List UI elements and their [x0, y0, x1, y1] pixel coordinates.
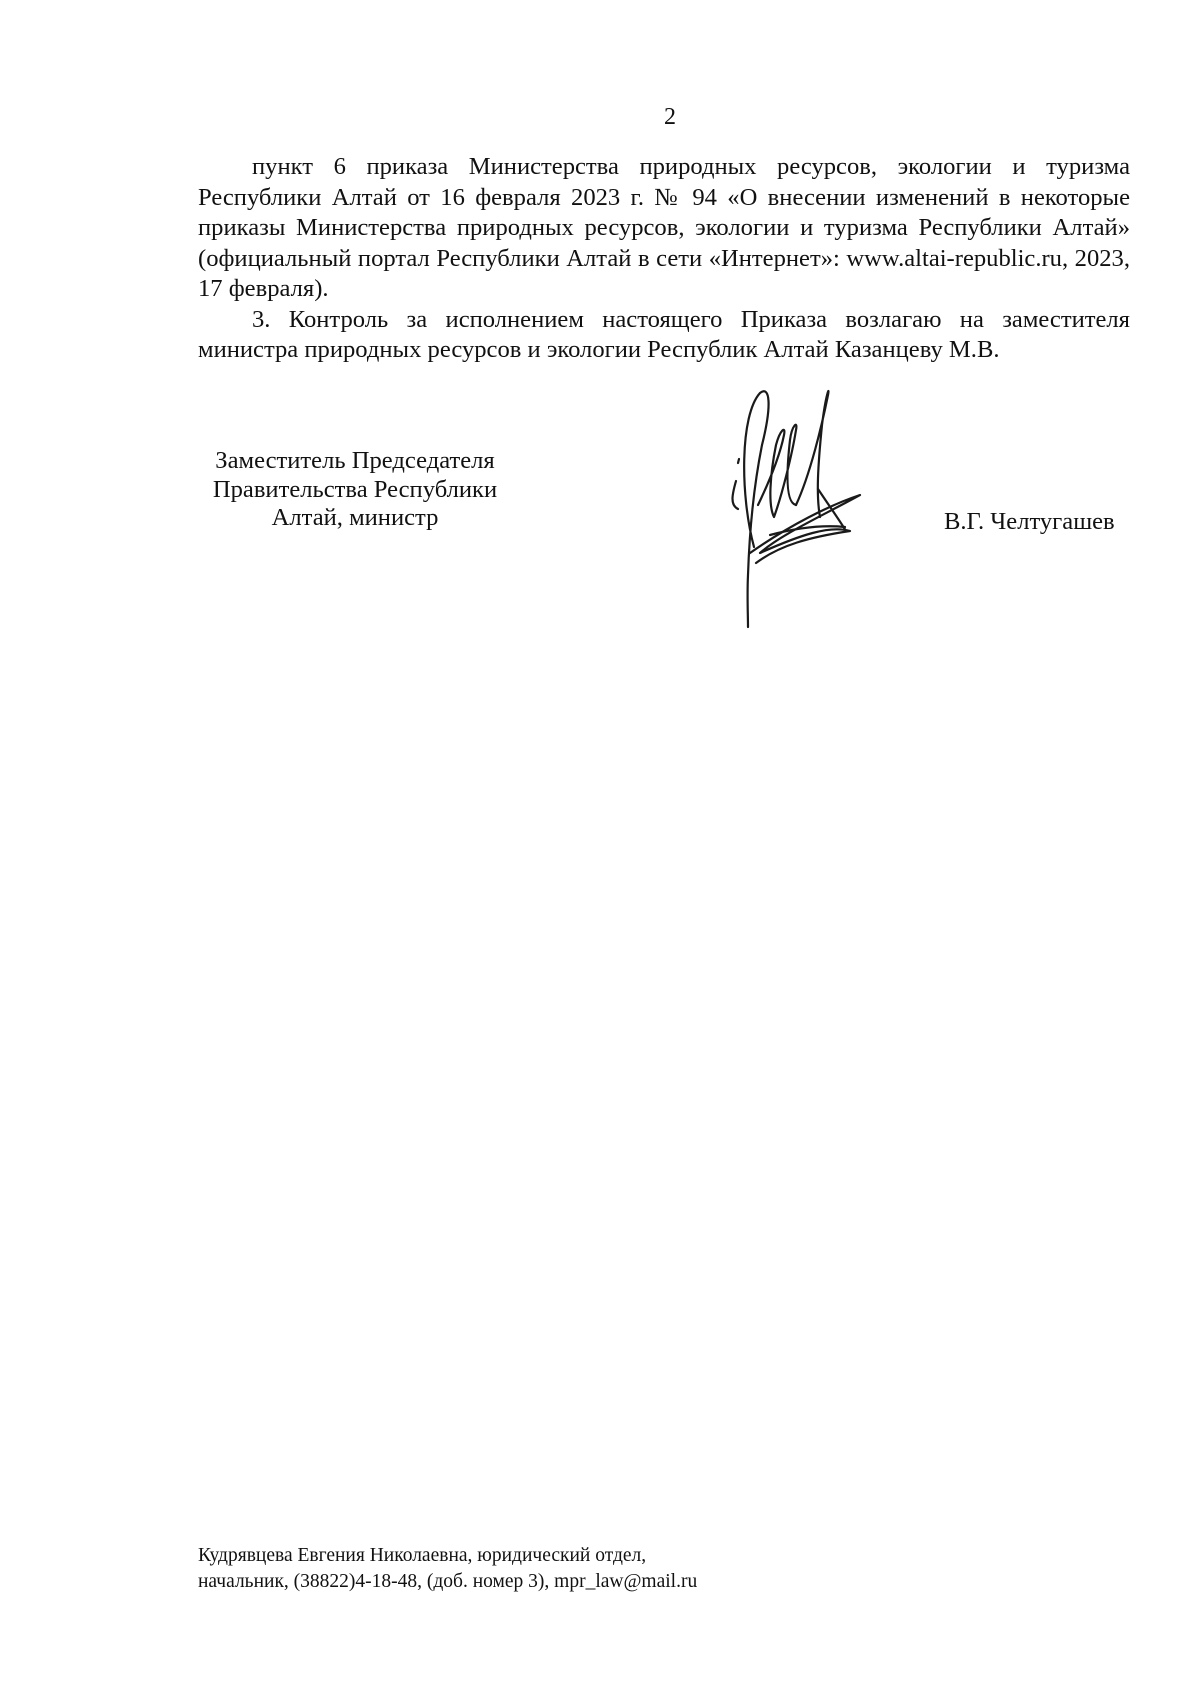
signer-position-line: Алтай, министр — [271, 504, 439, 531]
document-body — [198, 152, 1130, 366]
signer-position — [190, 447, 520, 533]
footer-line: начальник, (38822)4-18-48, (доб. номер 3), mpr_law@mail.ru — [198, 1571, 698, 1592]
page-number: 2 — [664, 104, 676, 130]
footer-line: Кудрявцева Евгения Николаевна, юридический отдел, — [198, 1545, 647, 1566]
footer-contact — [198, 1543, 697, 1595]
signer-position-line: Правительства Республики — [212, 475, 498, 503]
signer-position-line: Заместитель Председателя — [215, 447, 495, 474]
signature-icon — [700, 385, 900, 630]
signer-name: В.Г. Челтугашев — [944, 508, 1115, 535]
body-paragraph: 3. Контроль за исполнением настоящего Приказа возлагаю на заместителя министра природных ресурсов и экологии Республик Алтай Казанцеву М.В. — [198, 305, 1130, 363]
body-paragraph: пункт 6 приказа Министерства природных ресурсов, экологии и туризма Республики Алтай от 16 февраля 2023 г. № 94 «О внесении изменений в некоторые приказы Министерства природных ресурсов, экологии и туризма Республики Алтай» (официальный портал Республики Алтай в сети «Интернет»: www.altai-republic.ru, 2023, 17 февраля). — [198, 153, 1130, 302]
